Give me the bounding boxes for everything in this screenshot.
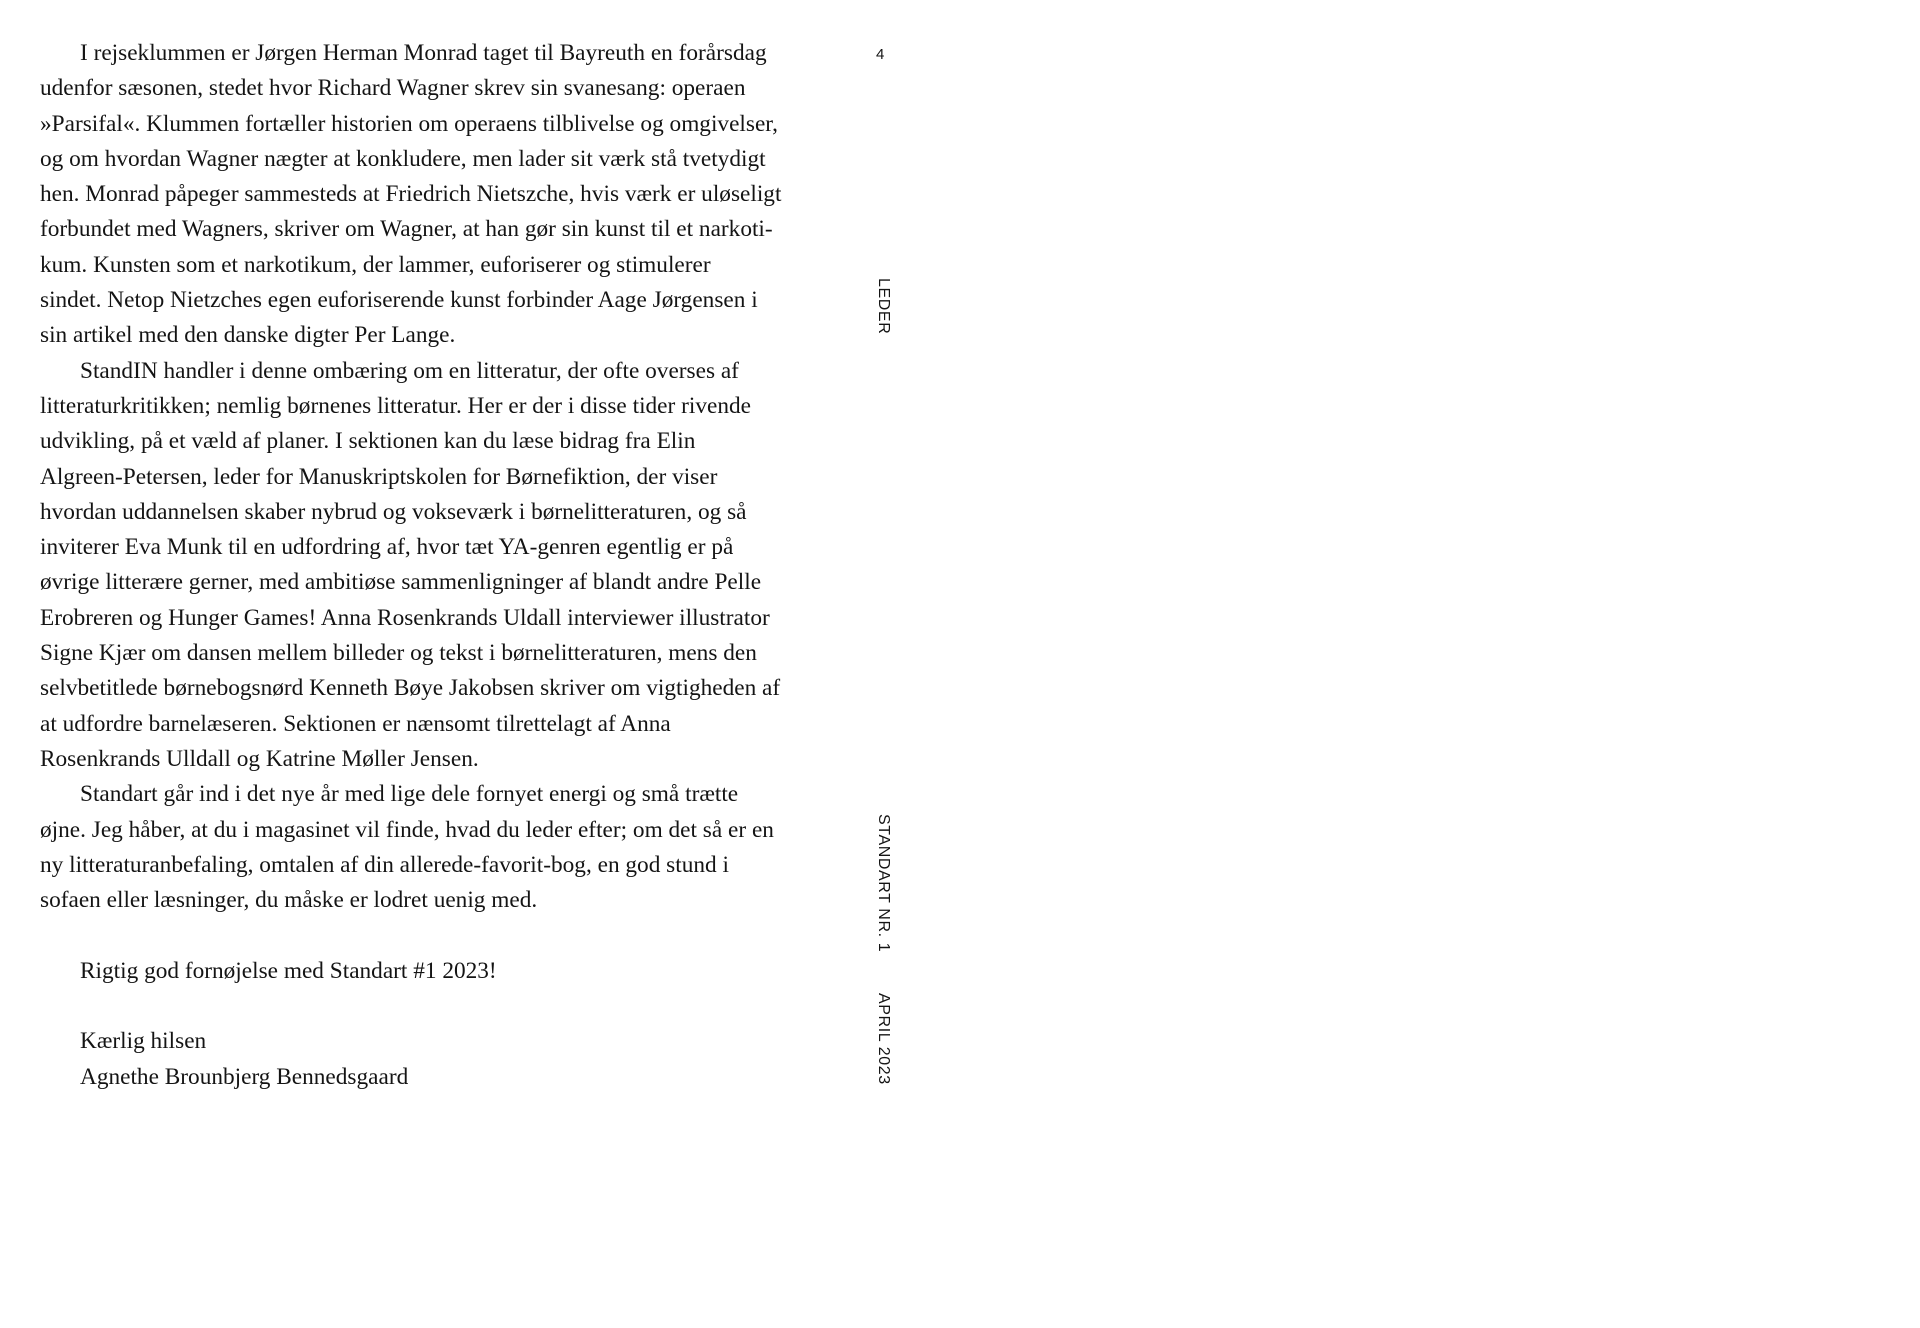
text-line: udvikling, på et væld af planer. I sektionen kan du læse bidrag fra Elin bbox=[40, 428, 696, 455]
text-line: Algreen-Petersen, leder for Manuskriptskolen for Børnefiktion, der viser bbox=[40, 463, 718, 490]
greeting: Kærlig hilsen bbox=[80, 1028, 207, 1055]
text-line: kum. Kunsten som et narkotikum, der lammer, euforiserer og stimulerer bbox=[40, 251, 711, 278]
page-number: 4 bbox=[876, 46, 885, 63]
text-line: sindet. Netop Nietzches egen euforiserende kunst forbinder Aage Jørgensen i bbox=[40, 287, 758, 314]
paragraph-2 bbox=[40, 354, 820, 778]
text-line: Signe Kjær om dansen mellem billeder og tekst i børnelitteraturen, mens den bbox=[40, 640, 757, 667]
paragraph-1 bbox=[40, 36, 820, 354]
editorial-body bbox=[40, 36, 820, 1095]
magazine-issue-label: STANDART NR. 1 bbox=[875, 814, 892, 953]
paragraph-3 bbox=[40, 777, 820, 918]
issue-date: APRIL 2023 bbox=[875, 993, 892, 1085]
text-line: øjne. Jeg håber, at du i magasinet vil finde, hvad du leder efter; om det så er en bbox=[40, 816, 774, 843]
signature: Agnethe Brounbjerg Bennedsgaard bbox=[80, 1063, 409, 1090]
text-line: hen. Monrad påpeger sammesteds at Friedrich Nietszche, hvis værk er uløseligt bbox=[40, 181, 782, 208]
text-line: selvbetitlede børnebogsnørd Kenneth Bøye Jakobsen skriver om vigtigheden af bbox=[40, 675, 781, 702]
text-line: at udfordre barnelæseren. Sektionen er nænsomt tilrettelagt af Anna bbox=[40, 710, 671, 737]
text-line: Standart går ind i det nye år med lige dele fornyet energi og små trætte bbox=[80, 781, 739, 808]
spacer bbox=[40, 989, 820, 1024]
spacer bbox=[40, 918, 820, 953]
text-line: StandIN handler i denne ombæring om en litteratur, der ofte overses af bbox=[80, 357, 739, 384]
text-line: sofaen eller læsninger, du måske er lodret uenig med. bbox=[40, 887, 538, 914]
text-line: litteraturkritikken; nemlig børnenes litteratur. Her er der i disse tider rivende bbox=[40, 392, 751, 419]
text-line: og om hvordan Wagner nægter at konkludere, men lader sit værk stå tvetydigt bbox=[40, 145, 766, 172]
text-line: »Parsifal«. Klummen fortæller historien om operaens tilblivelse og omgivelser, bbox=[40, 110, 778, 137]
text-line: Erobreren og Hunger Games! Anna Rosenkrands Uldall interviewer illustrator bbox=[40, 604, 770, 631]
section-label: LEDER bbox=[875, 278, 892, 335]
text-line: forbundet med Wagners, skriver om Wagner, at han gør sin kunst til et narkoti- bbox=[40, 216, 773, 243]
text-line: øvrige litterære gerner, med ambitiøse sammenligninger af blandt andre Pelle bbox=[40, 569, 762, 596]
text-line: sin artikel med den danske digter Per Lange. bbox=[40, 322, 456, 349]
text-line: ny litteraturanbefaling, omtalen af din allerede-favorit-bog, en god stund i bbox=[40, 851, 729, 878]
text-line: inviterer Eva Munk til en udfordring af, hvor tæt YA-genren egentlig er på bbox=[40, 534, 734, 561]
text-line: udenfor sæsonen, stedet hvor Richard Wagner skrev sin svanesang: operaen bbox=[40, 75, 746, 102]
text-line: hvordan uddannelsen skaber nybrud og vokseværk i børnelitteraturen, og så bbox=[40, 498, 747, 525]
closing-line: Rigtig god fornøjelse med Standart #1 2023! bbox=[80, 957, 497, 984]
text-line: I rejseklummen er Jørgen Herman Monrad taget til Bayreuth en forårsdag bbox=[80, 40, 767, 66]
text-line: Rosenkrands Ulldall og Katrine Møller Jensen. bbox=[40, 745, 479, 772]
